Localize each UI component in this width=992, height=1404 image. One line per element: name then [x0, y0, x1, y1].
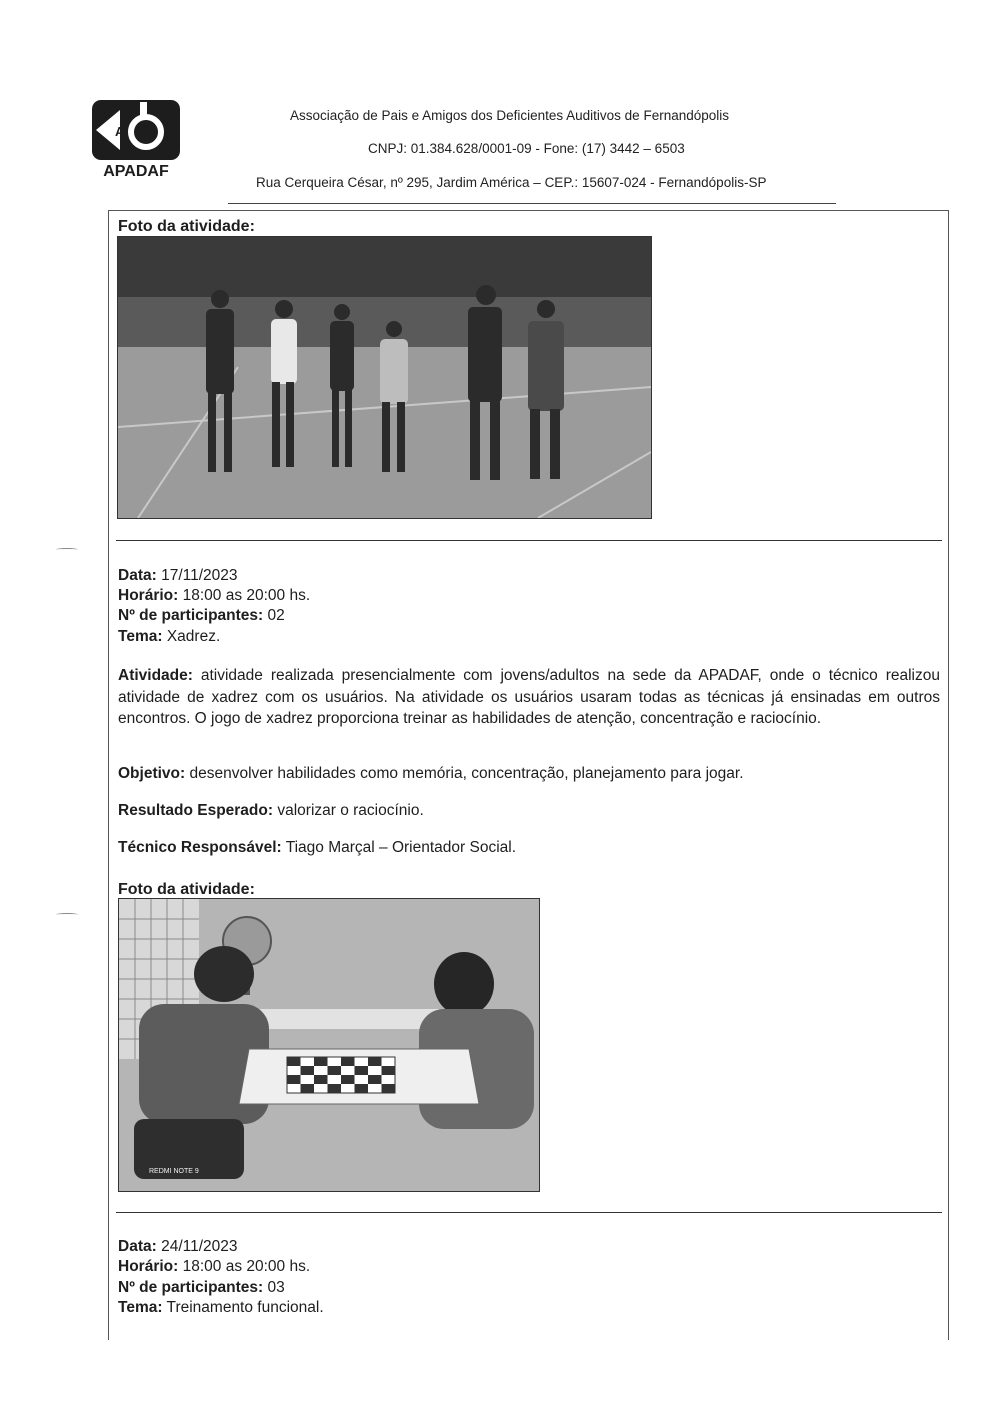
frame-right-border	[948, 210, 949, 1340]
activity-participants: Nº de participantes: 02	[118, 607, 285, 624]
activity-participants: Nº de participantes: 03	[118, 1279, 285, 1296]
frame-top-border	[108, 210, 948, 211]
camera-watermark: REDMI NOTE 9	[149, 1168, 199, 1175]
logo-letter: A	[115, 124, 125, 139]
header-rule	[228, 203, 836, 204]
activity-date: Data: 24/11/2023	[118, 1238, 238, 1255]
activity-photo-court	[117, 236, 652, 519]
section-divider	[116, 540, 942, 541]
activity-photo-chess	[118, 898, 540, 1192]
scan-margin-mark	[56, 913, 78, 916]
section-divider	[116, 1212, 942, 1213]
scan-margin-mark	[56, 548, 78, 551]
organization-cnpj-phone: CNPJ: 01.384.628/0001-09 - Fone: (17) 3442 – 6503	[368, 141, 685, 156]
activity-theme: Tema: Treinamento funcional.	[118, 1299, 324, 1316]
photo-caption: Foto da atividade:	[118, 218, 255, 235]
activity-date: Data: 17/11/2023	[118, 567, 238, 584]
activity-objective: Objetivo: desenvolver habilidades como memória, concentração, planejamento para jogar.	[118, 765, 744, 782]
activity-description: Atividade: atividade realizada presencialmente com jovens/adultos na sede da APADAF, onde o técnico realizou atividade de xadrez com os usuários. Na atividade os usuários usaram todas as técnicas já ensinadas em outros encontros. O jogo de xadrez proporciona treinar as habilidades de atenção, concentração e raciocínio.	[118, 667, 940, 727]
frame-left-border	[108, 210, 109, 1340]
activity-technician: Técnico Responsável: Tiago Marçal – Orientador Social.	[118, 839, 517, 856]
activity-time: Horário: 18:00 as 20:00 hs.	[118, 1258, 311, 1275]
activity-time: Horário: 18:00 as 20:00 hs.	[118, 587, 311, 604]
photo-caption: Foto da atividade:	[118, 881, 255, 898]
activity-theme: Tema: Xadrez.	[118, 628, 221, 645]
organization-address: Rua Cerqueira César, nº 295, Jardim América – CEP.: 15607-024 - Fernandópolis-SP	[256, 175, 767, 190]
activity-expected-result: Resultado Esperado: valorizar o raciocínio.	[118, 802, 424, 819]
apadaf-logo	[90, 100, 182, 178]
organization-name: Associação de Pais e Amigos dos Deficientes Auditivos de Fernandópolis	[290, 108, 730, 123]
logo-wordmark: APADAF	[103, 163, 169, 178]
